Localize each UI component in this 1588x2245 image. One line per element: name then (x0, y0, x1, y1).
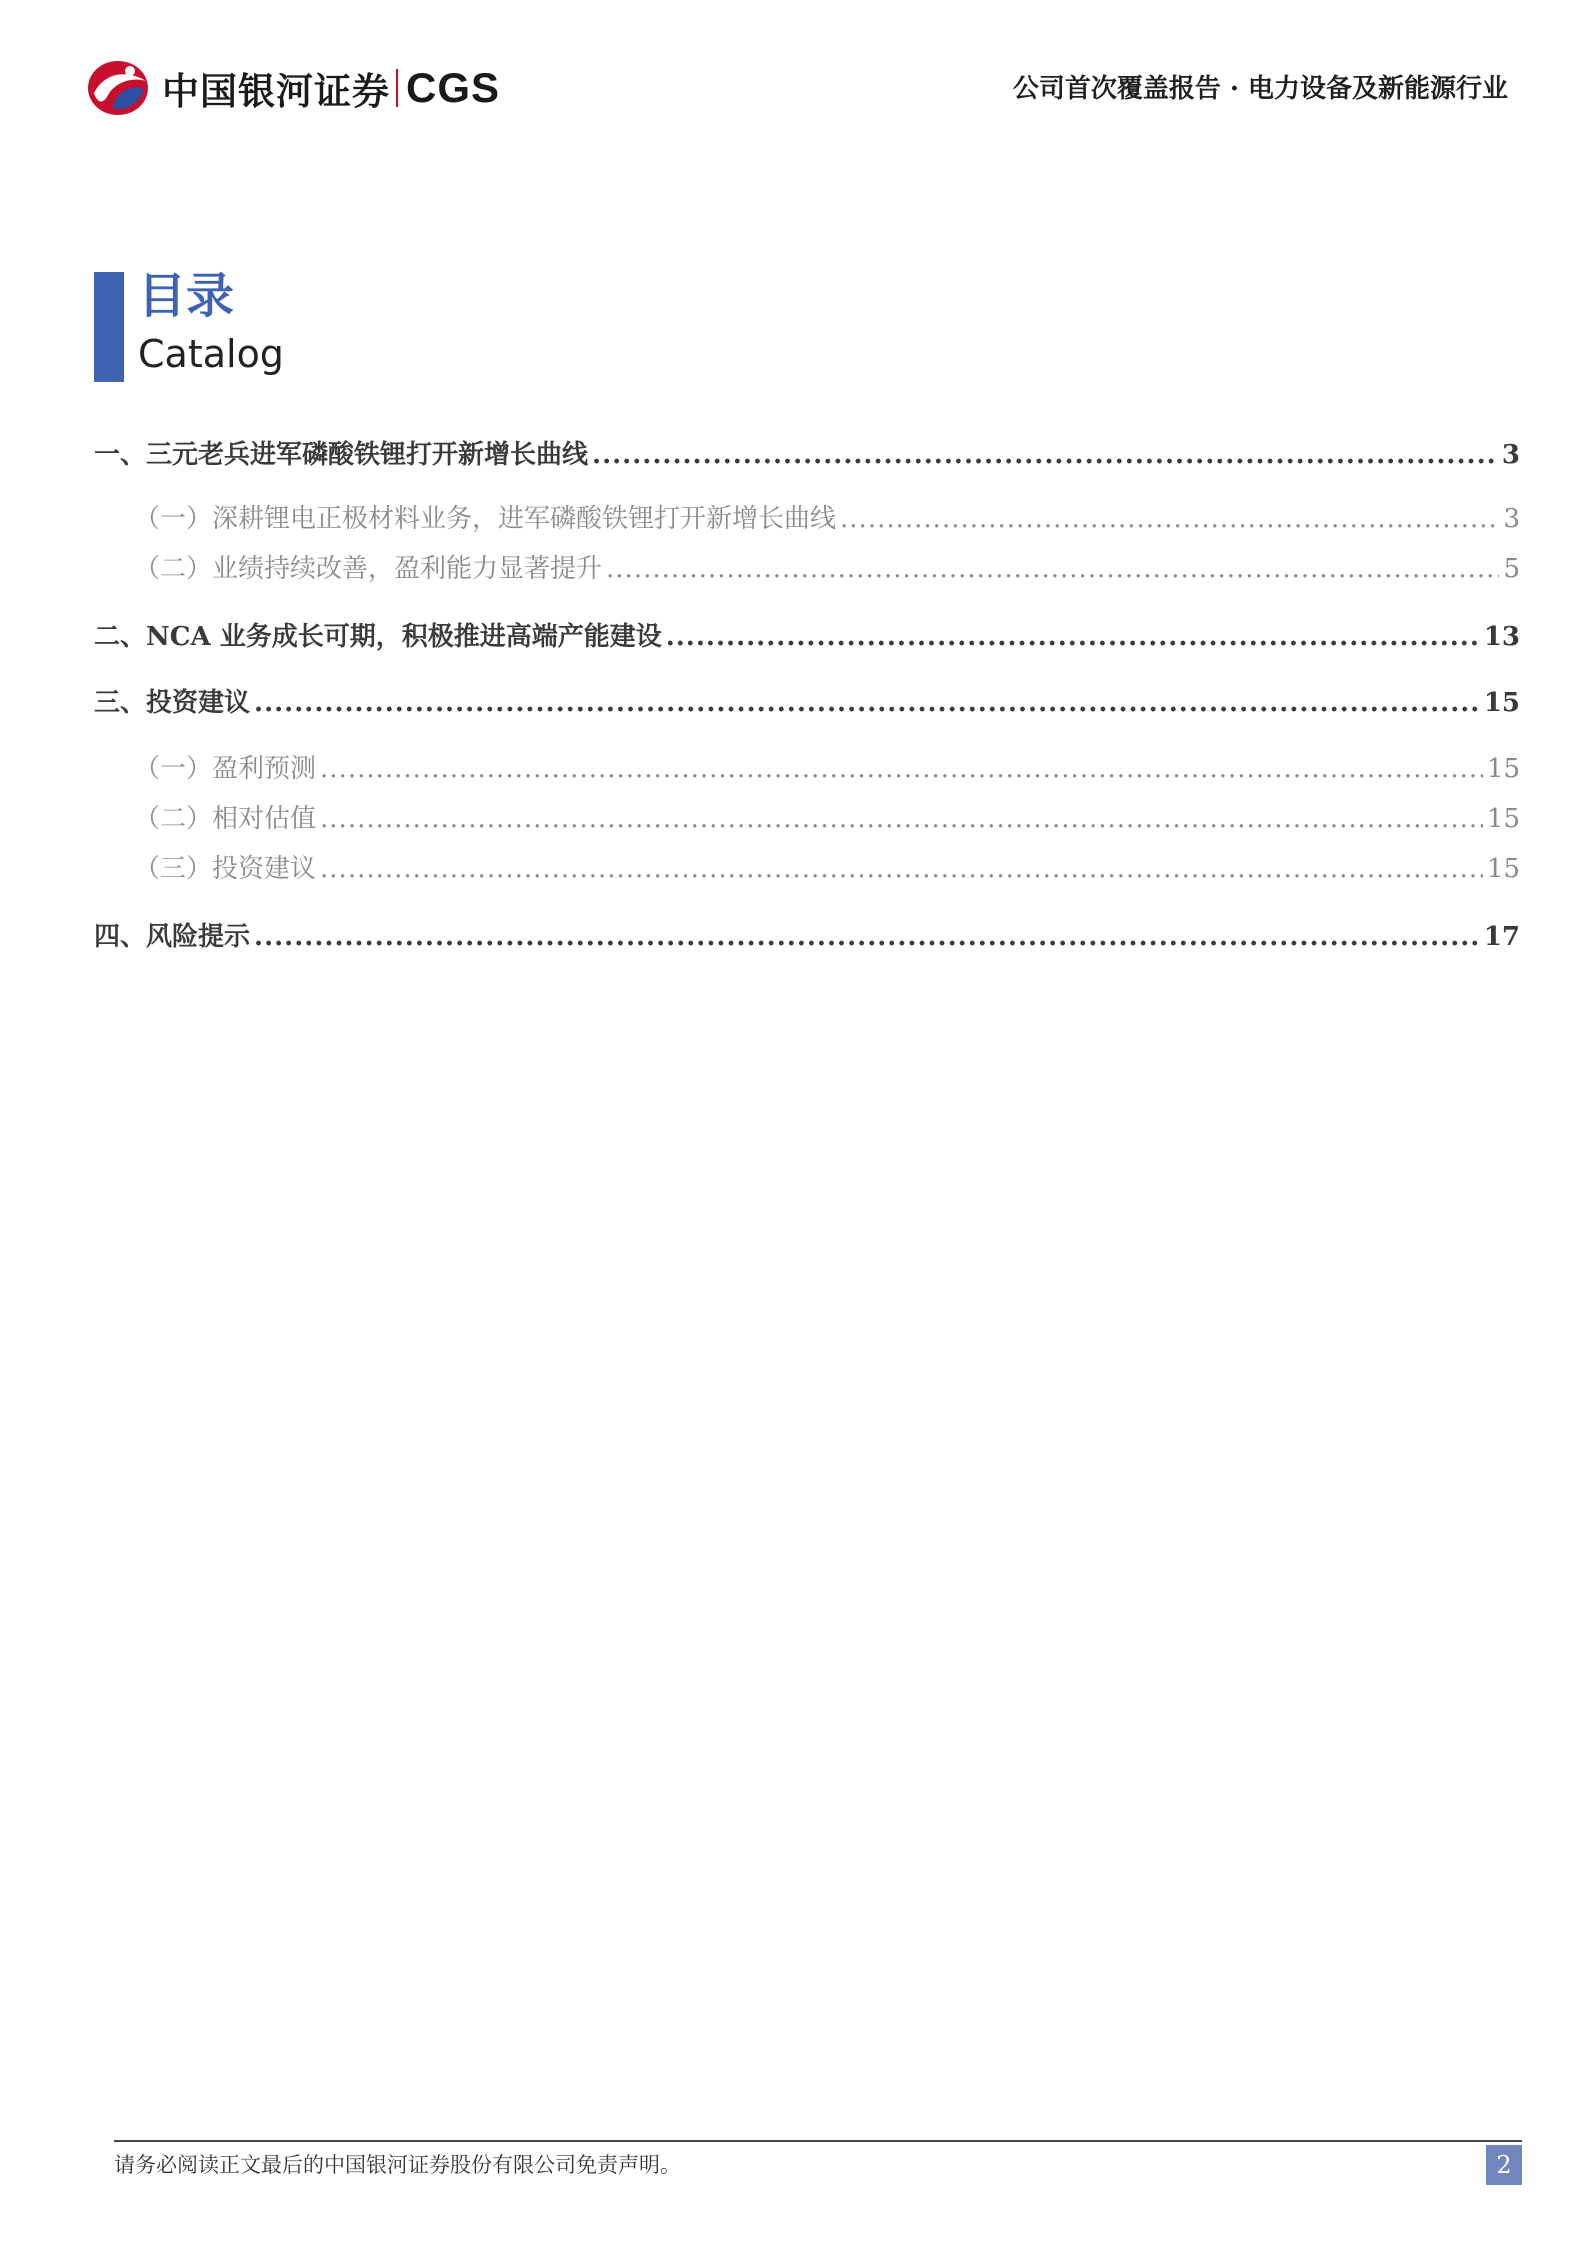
toc-entry-number: 四、 (94, 922, 147, 952)
toc-entry-title: 三元老兵进军磷酸铁锂打开新增长曲线 (146, 440, 589, 470)
toc-entry-number: 二、 (94, 622, 147, 652)
toc-entry-number: （一） (134, 504, 213, 534)
toc-entry-title: 盈利预测 (212, 754, 317, 784)
toc-entry-title: 深耕锂电正极材料业务，进军磷酸铁锂打开新增长曲线 (212, 504, 837, 534)
toc-entry-number: （一） (134, 754, 213, 784)
toc-dot-leader (320, 804, 1483, 834)
report-tag: 公司首次覆盖报告 · 电力设备及新能源行业 (1012, 74, 1508, 104)
toc-entry[interactable] (94, 682, 1520, 719)
catalog-subtitle: Catalog (138, 332, 284, 376)
toc-entry-page: 5 (1503, 554, 1520, 584)
toc-entry-page: 15 (1486, 754, 1520, 784)
toc-dot-leader (254, 922, 1480, 952)
logo-divider (396, 69, 398, 107)
toc-dot-leader (666, 622, 1480, 652)
page-number: 2 (1486, 2145, 1522, 2185)
toc-entry[interactable] (94, 548, 1520, 585)
toc-entry[interactable] (94, 848, 1520, 885)
toc-entry-page: 3 (1501, 440, 1520, 470)
footer-divider (114, 2140, 1522, 2142)
toc-entry-title: 相对估值 (212, 804, 317, 834)
footer-disclaimer: 请务必阅读正文最后的中国银河证券股份有限公司免责声明。 (114, 2153, 681, 2177)
toc-entry-title: 投资建议 (212, 854, 317, 884)
cgs-logo-icon (86, 59, 150, 117)
toc-entry-page: 3 (1503, 504, 1520, 534)
page-header (0, 0, 1588, 130)
toc-entry[interactable] (94, 616, 1520, 653)
logo-chinese-name: 中国银河证券 (162, 70, 390, 113)
toc-entry-number: 一、 (94, 440, 147, 470)
toc-dot-leader (320, 854, 1483, 884)
toc-entry[interactable] (94, 498, 1520, 535)
toc-entry-number: （二） (134, 554, 213, 584)
catalog-accent-bar (94, 272, 124, 382)
toc-entry[interactable] (94, 916, 1520, 953)
toc-dot-leader (320, 754, 1483, 784)
toc-entry-page: 15 (1486, 854, 1520, 884)
toc-entry-page: 13 (1483, 622, 1520, 652)
toc-dot-leader (254, 688, 1480, 718)
logo-english-name: CGS (406, 64, 501, 111)
toc-dot-leader (606, 554, 1499, 584)
toc-entry-number: （二） (134, 804, 213, 834)
toc-entry[interactable] (94, 748, 1520, 785)
toc-entry-page: 15 (1483, 688, 1520, 718)
toc-entry[interactable] (94, 798, 1520, 835)
toc-entry-title: 投资建议 (146, 688, 251, 718)
toc-dot-leader (840, 504, 1499, 534)
toc-entry-number: （三） (134, 854, 213, 884)
toc-entry[interactable] (94, 434, 1520, 471)
toc-entry-page: 17 (1483, 922, 1520, 952)
catalog-title: 目录 (138, 268, 235, 324)
toc-entry-page: 15 (1486, 804, 1520, 834)
company-logo (86, 58, 500, 118)
toc-entry-title: 风险提示 (146, 922, 251, 952)
toc-entry-number: 三、 (94, 688, 147, 718)
toc-entry-title: NCA 业务成长可期，积极推进高端产能建设 (146, 622, 662, 652)
toc-entry-title: 业绩持续改善，盈利能力显著提升 (212, 554, 603, 584)
toc-dot-leader (592, 440, 1498, 470)
